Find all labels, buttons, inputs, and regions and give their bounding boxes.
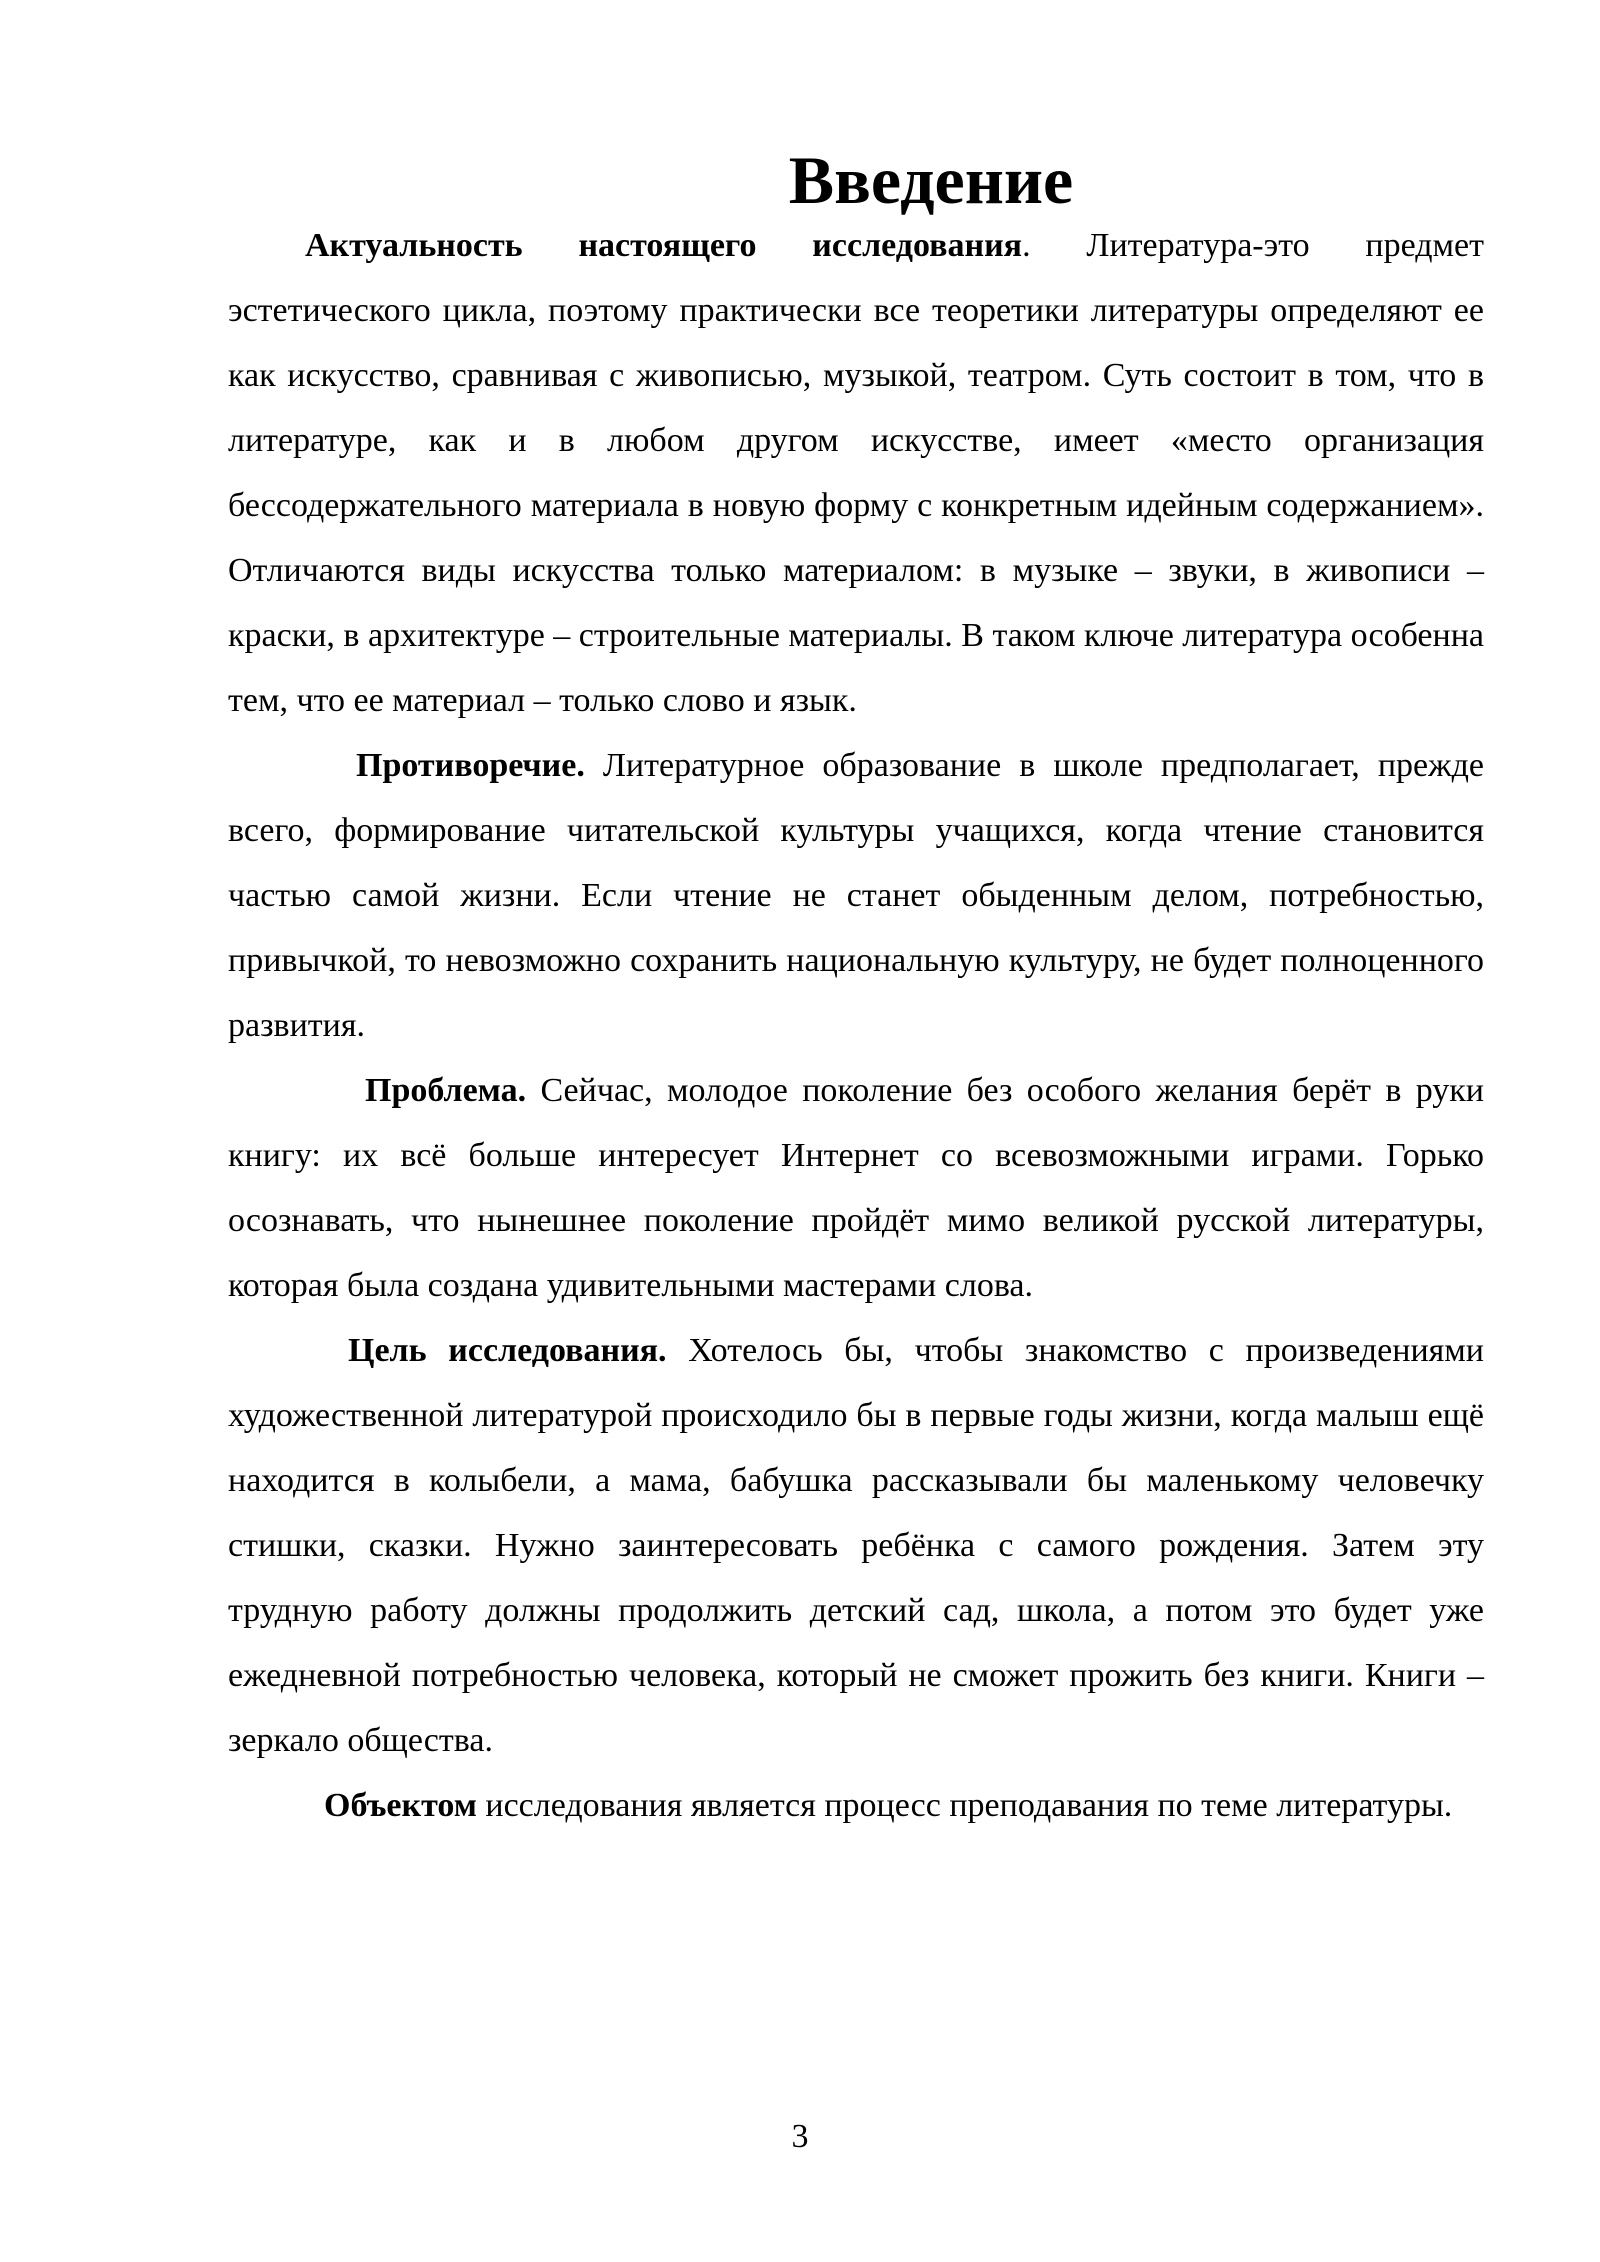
- paragraph-text: Хотелось бы, чтобы знакомство с произведениями художественной литературой происходило бы в первые годы жизни, когда малыш ещё находится в колыбели, а мама, бабушка рассказывали бы маленькому человечку стишки, сказки. Нужно заинтересовать ребёнка с самого рождения. Затем эту трудную работу должны продолжить детский сад, школа, а потом это будет уже ежедневной потребностью человека, который не сможет прожить без книги. Книги – зеркало общества.: [228, 1332, 1484, 1759]
- paragraph-text: . Литература-это предмет эстетического цикла, поэтому практически все теоретики литературы определяют ее как искусство, сравнивая с живописью, музыкой, театром. Суть состоит в том, что в литературе, как и в любом другом искусстве, имеет «место организация бессодержательного материала в новую форму с конкретным идейным содержанием». Отличаются виды искусства только материалом: в музыке – звуки, в живописи – краски, в архитектуре – строительные материалы. В таком ключе литература особенна тем, что ее материал – только слово и язык.: [228, 227, 1485, 719]
- page-content: [228, 142, 1485, 1838]
- paragraph-goal: [228, 1318, 1484, 1773]
- paragraph-lead: Цель исследования.: [348, 1332, 667, 1369]
- paragraph-problem: [228, 1058, 1484, 1318]
- paragraph-text: Литературное образование в школе предполагает, прежде всего, формирование читательской культуры учащихся, когда чтение становится частью самой жизни. Если чтение не станет обыденным делом, потребностью, привычкой, то невозможно сохранить национальную культуру, не будет полноценного развития.: [228, 747, 1484, 1044]
- section-heading: Введение: [788, 142, 1074, 218]
- paragraph-lead: Противоречие.: [356, 747, 585, 784]
- paragraph-object: [228, 1773, 1484, 1838]
- paragraph-relevance: [228, 213, 1484, 733]
- paragraph-text: Сейчас, молодое поколение без особого желания берёт в руки книгу: их всё больше интересует Интернет со всевозможными играми. Горько осознавать, что нынешнее поколение пройдёт мимо великой русской литературы, которая была создана удивительными мастерами слова.: [228, 1072, 1484, 1304]
- paragraph-lead: Проблема.: [365, 1072, 527, 1109]
- page-number: 3: [791, 2118, 809, 2155]
- paragraph-lead: Объектом: [324, 1787, 477, 1824]
- paragraph-lead: Актуальность настоящего исследования: [305, 227, 1023, 264]
- paragraph-text: исследования является процесс преподавания по теме литературы.: [476, 1787, 1453, 1824]
- paragraph-contradiction: [228, 733, 1484, 1058]
